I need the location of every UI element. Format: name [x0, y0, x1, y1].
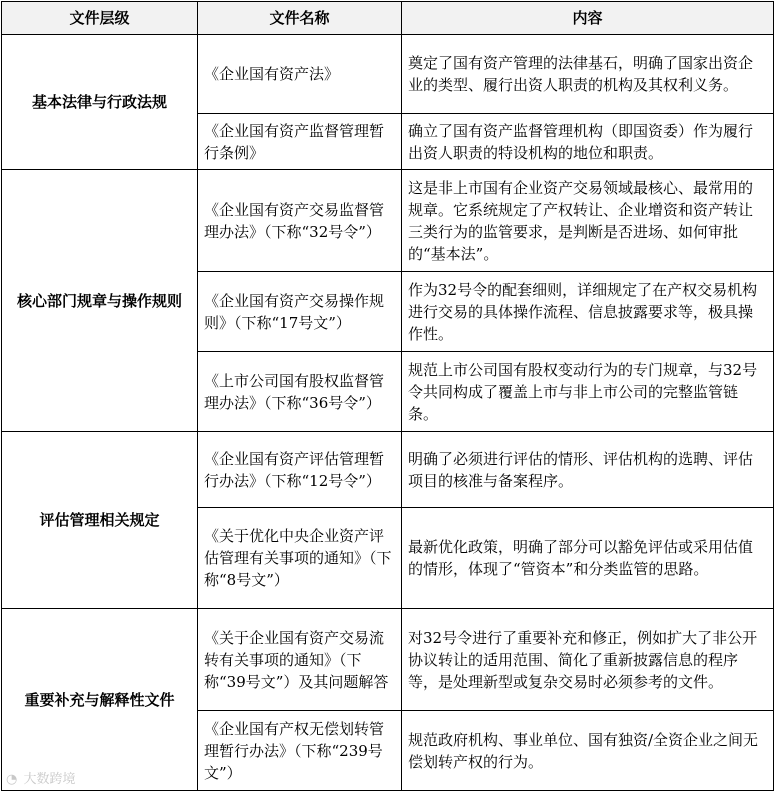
watermark-text: 大数跨境: [23, 772, 76, 787]
content-cell: 确立了国有资产监督管理机构（即国资委）作为履行出资人职责的特设机构的地位和职责。: [402, 114, 774, 170]
table-row: [2, 170, 774, 272]
policy-table: [1, 1, 774, 791]
content-cell: 作为32号令的配套细则，详细规定了在产权交易机构进行交易的具体操作流程、信息披露要求等，极具操作性。: [402, 272, 774, 352]
content-cell: 规范上市公司国有股权变动行为的专门规章，与32号令共同构成了覆盖上市与非上市公司的完整监管链条。: [402, 352, 774, 432]
level-cell: 基本法律与行政法规: [2, 35, 198, 170]
document-name-cell: 《企业国有资产监督管理暂行条例》: [198, 114, 402, 170]
document-name-cell: 《关于企业国有资产交易流转有关事项的通知》（下称“39号文”）及其问题解答: [198, 609, 402, 711]
header-level: 文件层级: [2, 2, 198, 35]
content-cell: 最新优化政策，明确了部分可以豁免评估或采用估值的情形，体现了“管资本”和分类监管的思路。: [402, 508, 774, 609]
header-row: [2, 2, 774, 35]
table-row: [2, 609, 774, 711]
header-content: 内容: [402, 2, 774, 35]
document-name-cell: 《企业国有资产法》: [198, 35, 402, 114]
document-name-cell: 《关于优化中央企业资产评估管理有关事项的通知》（下称“8号文”）: [198, 508, 402, 609]
document-name-cell: 《企业国有资产交易操作规则》（下称“17号文”）: [198, 272, 402, 352]
document-name-cell: 《企业国有资产交易监督管理办法》（下称“32号令”）: [198, 170, 402, 272]
level-cell: 核心部门规章与操作规则: [2, 170, 198, 432]
content-cell: 规范政府机构、事业单位、国有独资/全资企业之间无偿划转产权的行为。: [402, 711, 774, 791]
document-name-cell: 《企业国有资产评估管理暂行办法》（下称“12号令”）: [198, 432, 402, 508]
content-cell: 对32号令进行了重要补充和修正，例如扩大了非公开协议转让的适用范围、简化了重新披露信息的程序等，是处理新型或复杂交易时必须参考的文件。: [402, 609, 774, 711]
content-cell: 这是非上市国有企业资产交易领域最核心、最常用的规章。它系统规定了产权转让、企业增资和资产转让三类行为的监管要求，是判断是否进场、如何审批的“基本法”。: [402, 170, 774, 272]
table-row: [2, 35, 774, 114]
level-cell: 重要补充与解释性文件: [2, 609, 198, 791]
document-name-cell: 《上市公司国有股权监督管理办法》（下称“36号令”）: [198, 352, 402, 432]
document-name-cell: 《企业国有产权无偿划转管理暂行办法》（下称“239号文”）: [198, 711, 402, 791]
table-row: [2, 432, 774, 508]
logo-mark-icon: ◔: [6, 772, 18, 787]
content-cell: 明确了必须进行评估的情形、评估机构的选聘、评估项目的核准与备案程序。: [402, 432, 774, 508]
watermark: [6, 768, 76, 787]
content-cell: 奠定了国有资产管理的法律基石，明确了国家出资企业的类型、履行出资人职责的机构及其权利义务。: [402, 35, 774, 114]
level-cell: 评估管理相关规定: [2, 432, 198, 609]
header-name: 文件名称: [198, 2, 402, 35]
